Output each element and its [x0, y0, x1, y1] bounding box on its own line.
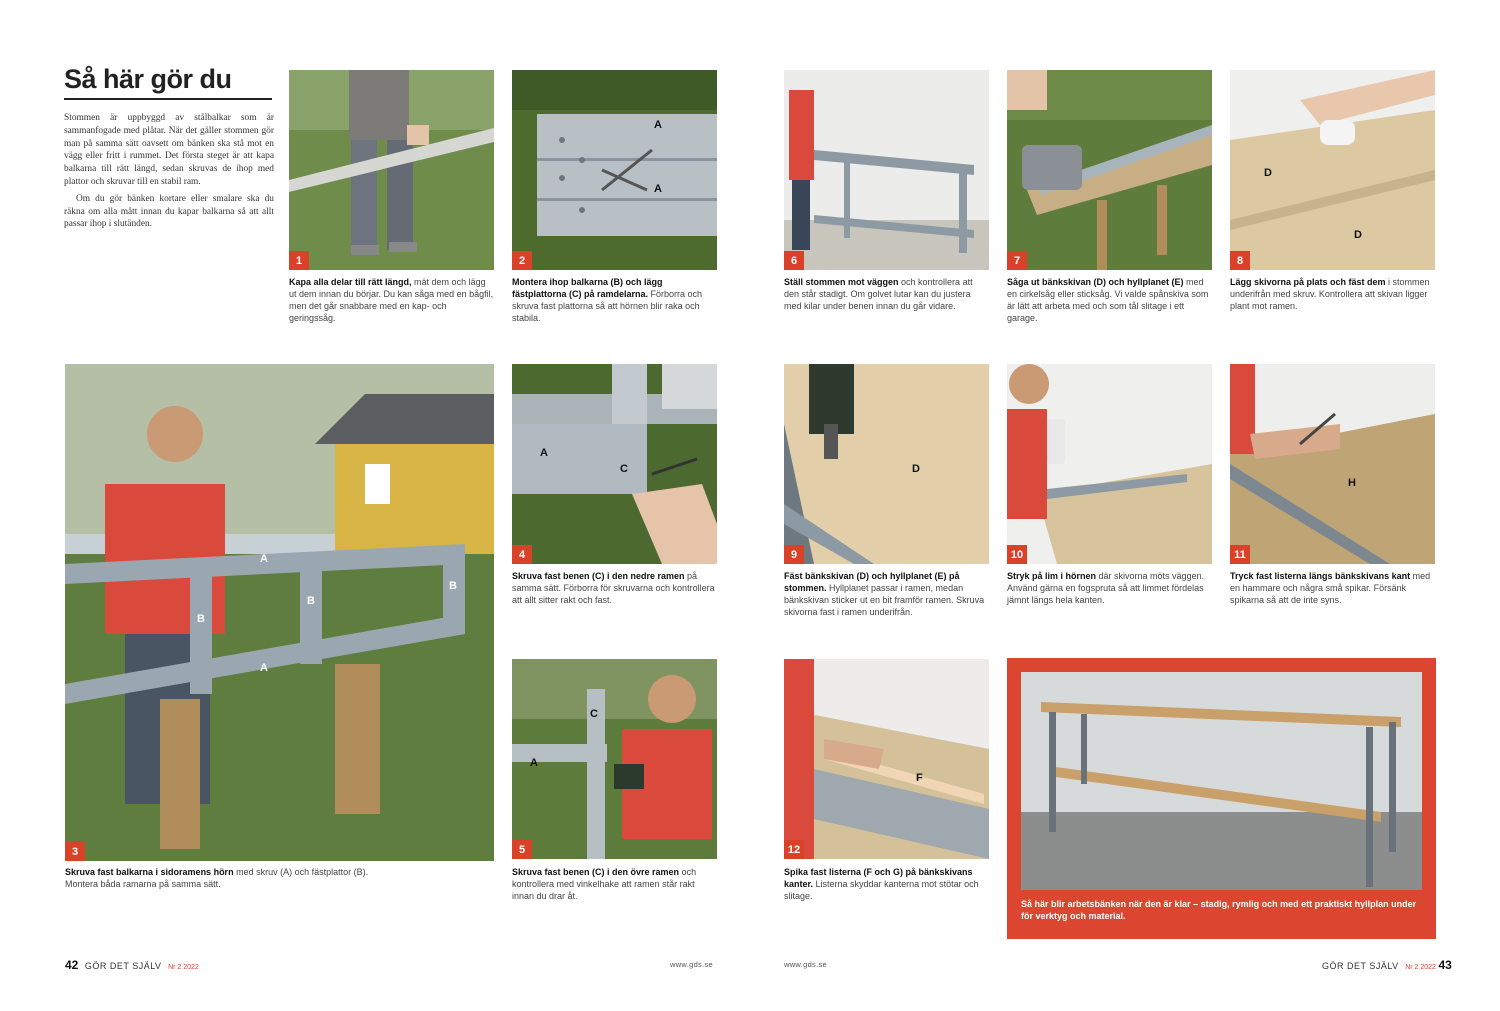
caption-1-body: mät dem och lägg ut dem innan du börjar. Du kan såga med en bågfil, men det går snabbare med en kap- och geringssåg.	[289, 277, 494, 323]
caption-1-lead: Kapa alla delar till rätt längd,	[289, 277, 412, 287]
label-a-lower: A	[260, 662, 268, 674]
photo-step-2	[512, 70, 717, 270]
page-title: Så här gör du	[64, 64, 232, 94]
final-caption: Så här blir arbetsbänken när den är klar – stadig, rymlig och med ett praktiskt hyllplan under för verktyg och material.	[1021, 899, 1417, 921]
caption-step-6	[784, 276, 989, 312]
caption-12-lead: Spika fast listerna (F och G) på bänkskivans kanter.	[784, 867, 973, 889]
issue-right: Nr 2 2022	[1405, 964, 1436, 971]
photo-step-4	[512, 364, 717, 564]
caption-step-8	[1230, 276, 1435, 312]
label-a-bottom: A	[654, 183, 662, 195]
caption-7-body: med en cirkelsåg eller sticksåg. Vi valde spånskiva som är lätt att arbeta med och som tål slitage i ett garage.	[1007, 277, 1209, 323]
footer-right	[1318, 958, 1452, 972]
step-number-3: 3	[65, 842, 85, 861]
intro-text	[64, 112, 274, 235]
caption-step-10	[1007, 570, 1212, 606]
caption-3-lead: Skruva fast balkarna i sidoramens hörn	[65, 867, 234, 877]
label-b-right: B	[449, 580, 457, 592]
page-number-right: 43	[1438, 958, 1452, 972]
label-b-mid: B	[307, 595, 315, 607]
intro-paragraph-1: Stommen är uppbyggd av stålbalkar som är sammanfogade med plåtar. När det gäller stommen gör man på samma sätt oavsett om bänken ska stå mot en vägg eller fritt i rummet. Det första steget är att kapa balkarna till rätt längd, sedan skruvas de ihop med plattor och skruvar till en stabil ram.	[64, 113, 274, 187]
caption-step-3	[65, 866, 395, 890]
caption-step-11	[1230, 570, 1435, 606]
step-number-4: 4	[512, 545, 532, 564]
step-number-12: 12	[784, 840, 804, 859]
step-number-1: 1	[289, 251, 309, 270]
caption-6-lead: Ställ stommen mot väggen	[784, 277, 899, 287]
label-h-step11: H	[1348, 477, 1356, 489]
label-d-step9: D	[912, 463, 920, 475]
caption-9-body: Hyllplanet passar i ramen, medan bänkskivan sticker ut en bit framför ramen. Skruva skivorna fast i ramen underifrån.	[784, 583, 985, 617]
magazine-name-right: GÖR DET SJÄLV	[1322, 961, 1399, 971]
intro-paragraph-2: Om du gör bänken kortare eller smalare ska du räkna om alla mått innan du kapar balkarna så att allt passar ihop i slutänden.	[64, 193, 274, 230]
label-a-upper: A	[260, 553, 268, 565]
caption-11-lead: Tryck fast listerna längs bänkskivans kant	[1230, 571, 1411, 581]
step-number-7: 7	[1007, 251, 1027, 270]
caption-step-2	[512, 276, 717, 324]
label-b-left: B	[197, 613, 205, 625]
caption-5-lead: Skruva fast benen (C) i den övre ramen	[512, 867, 680, 877]
step-number-10: 10	[1007, 545, 1027, 564]
photo-step-12	[784, 659, 989, 859]
caption-step-5	[512, 866, 717, 902]
caption-3-body: med skruv (A) och fästplattor (B). Montera båda ramarna på samma sätt.	[65, 867, 369, 889]
step-number-11: 11	[1230, 545, 1250, 564]
caption-step-1	[289, 276, 494, 324]
caption-step-12	[784, 866, 989, 902]
caption-step-9	[784, 570, 989, 618]
photo-step-8	[1230, 70, 1435, 270]
caption-4-lead: Skruva fast benen (C) i den nedre ramen	[512, 571, 685, 581]
label-a-step5: A	[530, 757, 538, 769]
caption-6-body: och kontrollera att den står stadigt. Om golvet lutar kan du justera med kilar under benen innan du går vidare.	[784, 277, 973, 311]
label-a-step4: A	[540, 447, 548, 459]
caption-2-body: Förborra och skruva fast plattorna så att hörnen blir raka och stabila.	[512, 289, 703, 323]
label-d-step8-top: D	[1264, 167, 1272, 179]
caption-9-lead: Fäst bänkskivan (D) och hyllplanet (E) på stommen.	[784, 571, 960, 593]
photo-step-7	[1007, 70, 1212, 270]
caption-7-lead: Såga ut bänkskivan (D) och hyllplanet (E)	[1007, 277, 1184, 287]
caption-5-body: och kontrollera med vinkelhake att ramen står rakt innan du drar åt.	[512, 867, 697, 901]
magazine-name-left: GÖR DET SJÄLV	[84, 961, 162, 971]
step-number-6: 6	[784, 251, 804, 270]
photo-step-3	[65, 364, 494, 861]
caption-2-lead: Montera ihop balkarna (B) och lägg fästplattorna (C) på ramdelarna.	[512, 277, 663, 299]
caption-8-body: i stommen underifrån med skruv. Kontrollera att skivan ligger plant mot ramen.	[1230, 277, 1430, 311]
website-left: www.gds.se	[670, 960, 714, 969]
label-a-top: A	[654, 119, 662, 131]
caption-step-4	[512, 570, 717, 606]
caption-12-body: Listerna skyddar kanterna mot stötar och slitage.	[784, 879, 979, 901]
caption-8-lead: Lägg skivorna på plats och fäst dem	[1230, 277, 1386, 287]
photo-step-6	[784, 70, 989, 270]
photo-step-9	[784, 364, 989, 564]
label-f-step12: F	[916, 772, 923, 784]
website-right: www.gds.se	[784, 960, 828, 969]
step-number-8: 8	[1230, 251, 1250, 270]
caption-10-lead: Stryk på lim i hörnen	[1007, 571, 1097, 581]
footer-left	[65, 958, 199, 972]
photo-step-11	[1230, 364, 1435, 564]
caption-11-body: med en hammare och några små spikar. Försänk spikarna så att de inte syns.	[1230, 571, 1431, 605]
title-rule	[64, 98, 272, 100]
photo-step-1	[289, 70, 494, 270]
photo-final-bench	[1021, 672, 1422, 890]
photo-step-10	[1007, 364, 1212, 564]
issue-left: Nr 2 2022	[168, 964, 199, 971]
final-result-box	[1007, 658, 1436, 939]
label-c-step4: C	[620, 463, 628, 475]
caption-step-7	[1007, 276, 1212, 324]
photo-step-5	[512, 659, 717, 859]
caption-10-body: där skivorna möts väggen. Använd gärna en fogspruta så att limmet fördelas jämnt längs hela kanten.	[1007, 571, 1205, 605]
step-number-9: 9	[784, 545, 804, 564]
label-c-step5: C	[590, 708, 598, 720]
step-number-2: 2	[512, 251, 532, 270]
caption-4-body: på samma sätt. Förborra för skruvarna och kontrollera att allt sitter rakt och fast.	[512, 571, 715, 605]
label-d-step8-bottom: D	[1354, 229, 1362, 241]
step-number-5: 5	[512, 840, 532, 859]
page-number-left: 42	[65, 958, 79, 972]
